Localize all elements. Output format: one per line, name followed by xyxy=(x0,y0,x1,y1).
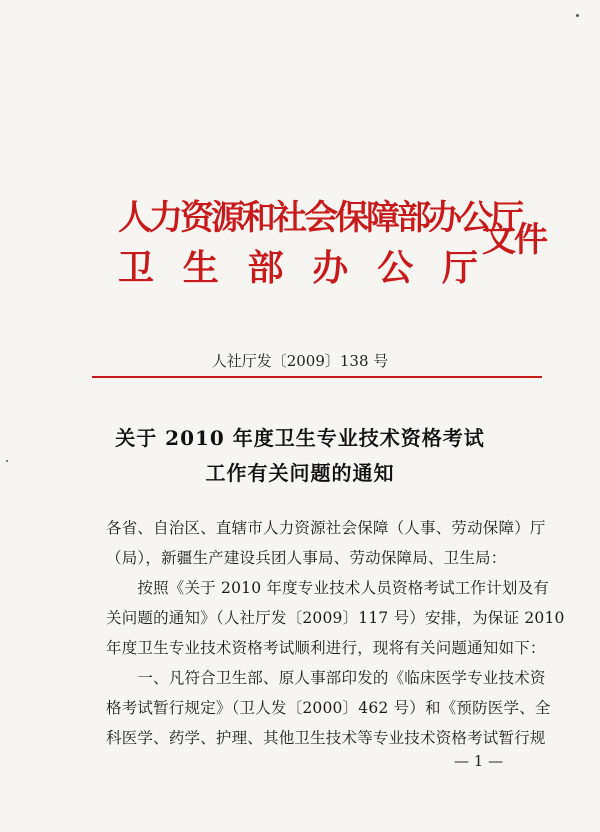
document-title-line-2: 工作有关问题的通知 xyxy=(205,461,395,485)
body-line: 按照《关于 2010 年度专业技术人员资格考试工作计划及有 xyxy=(106,579,550,597)
body-line: 一、凡符合卫生部、原人事部印发的《临床医学专业技术资 xyxy=(106,669,546,687)
document-number: 人社厅发〔2009〕138 号 xyxy=(211,352,389,370)
masthead-char: 生 xyxy=(182,247,219,289)
page-number: — 1 — xyxy=(454,752,504,770)
masthead-char: 部 xyxy=(247,247,284,289)
masthead-char: 卫 xyxy=(118,247,155,289)
masthead-char: 厅 xyxy=(441,247,478,289)
red-separator-line xyxy=(92,376,542,378)
body-line: 年度卫生专业技术资格考试顺利进行，现将有关问题通知如下： xyxy=(106,639,546,657)
body-line: 各省、自治区、直辖市人力资源社会保障（人事、劳动保障）厅 xyxy=(106,519,546,537)
masthead-issuer-2 xyxy=(118,240,478,291)
masthead-suffix: 文件 xyxy=(482,220,546,260)
masthead-char: 公 xyxy=(377,247,414,289)
masthead xyxy=(118,190,558,300)
body-line: 格考试暂行规定》（卫人发〔2000〕462 号）和《预防医学、全 xyxy=(106,699,551,717)
body-line: 科医学、药学、护理、其他卫生技术等专业技术资格考试暂行规 xyxy=(106,729,546,747)
body-line: （局），新疆生产建设兵团人事局、劳动保障局、卫生局： xyxy=(106,549,507,567)
body-line: 关问题的通知》（人社厅发〔2009〕117 号）安排，为保证 2010 xyxy=(106,609,565,627)
masthead-issuer-1: 人力资源和社会保障部办公厅 xyxy=(118,198,521,238)
scan-speck xyxy=(576,14,579,17)
masthead-char: 办 xyxy=(312,247,349,289)
document-title-line-1: 关于 2010 年度卫生专业技术资格考试 xyxy=(115,426,485,450)
